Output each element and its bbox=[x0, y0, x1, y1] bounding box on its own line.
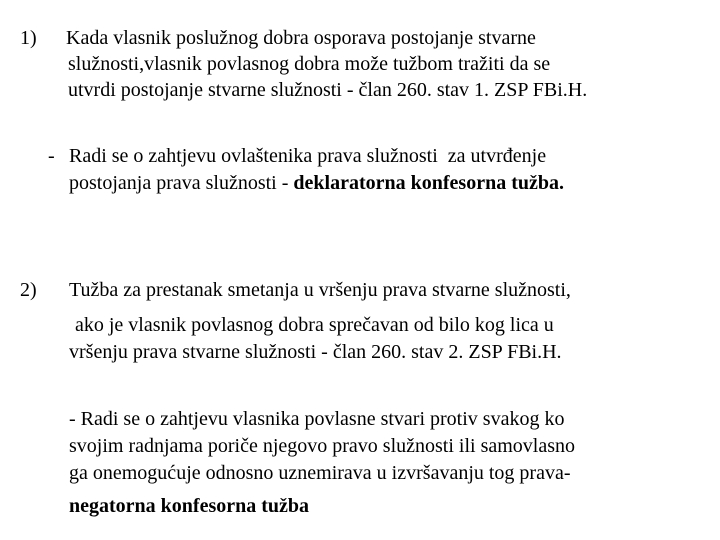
item-1-line-1: Kada vlasnik poslužnog dobra osporava postojanje stvarne bbox=[66, 27, 536, 49]
item-2-note-line-3: ga onemogućuje odnosno uznemirava u izvršavanju tog prava- bbox=[69, 462, 571, 484]
item-2-line-3: vršenju prava stvarne služnosti - član 260. stav 2. ZSP FBi.H. bbox=[69, 341, 562, 363]
item-2-number: 2) bbox=[20, 279, 37, 301]
item-1-line-3: utvrdi postojanje stvarne služnosti - član 260. stav 1. ZSP FBi.H. bbox=[68, 79, 588, 101]
item-2-line-1: Tužba za prestanak smetanja u vršenju prava stvarne služnosti, bbox=[69, 279, 571, 301]
item-1-note-line-2 bbox=[69, 171, 564, 195]
item-1-note-line-2-plain: postojanja prava služnosti - bbox=[69, 172, 294, 194]
negatorna-konfesorna-tuzba: negatorna konfesorna tužba bbox=[69, 495, 310, 517]
item-1-line-2: služnosti,vlasnik povlasnog dobra može tužbom tražiti da se bbox=[68, 53, 551, 75]
item-1-note-line-1: Radi se o zahtjevu ovlaštenika prava služnosti za utvrđenje bbox=[69, 145, 547, 167]
item-2-note-line-2: svojim radnjama poriče njegovo pravo služnosti ili samovlasno bbox=[69, 435, 576, 457]
item-1-number: 1) bbox=[20, 27, 37, 49]
deklaratorna-konfesorna-tuzba: deklaratorna konfesorna tužba. bbox=[293, 172, 564, 194]
item-2-note-line-1: - Radi se o zahtjevu vlasnika povlasne stvari protiv svakog ko bbox=[69, 408, 565, 430]
item-1-note-dash: - bbox=[48, 145, 55, 167]
item-2-line-2: ako je vlasnik povlasnog dobra sprečavan od bilo kog lica u bbox=[75, 314, 554, 336]
